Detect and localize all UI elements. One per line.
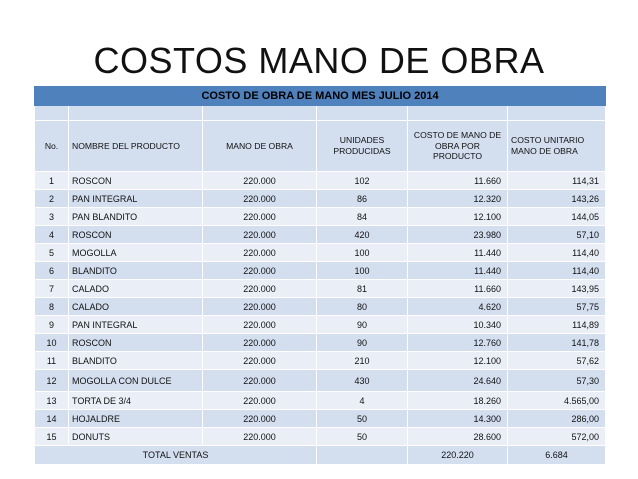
empty-row [35,106,606,121]
cell-costo-unitario: 144,05 [508,208,606,226]
cell-producto: ROSCON [69,172,203,190]
cell-unidades: 50 [317,410,408,428]
cell-costo-unitario: 57,10 [508,226,606,244]
total-label: TOTAL VENTAS [35,446,317,465]
cell-mano-de-obra: 220.000 [203,428,317,446]
cell-unidades: 100 [317,244,408,262]
cell-no: 5 [35,244,69,262]
cell-producto: MOGOLLA [69,244,203,262]
table-row [35,244,606,262]
labor-cost-table [34,86,606,465]
cell-no: 1 [35,172,69,190]
cell-producto: PAN INTEGRAL [69,316,203,334]
total-costo: 220.220 [408,446,508,465]
cell-mano-de-obra: 220.000 [203,316,317,334]
cell-costo-unitario: 57,30 [508,370,606,392]
cell-producto: BLANDITO [69,352,203,370]
empty-cell [203,106,317,121]
table-row [35,280,606,298]
cell-costo-mano-obra: 24.640 [408,370,508,392]
table-row [35,334,606,352]
cell-costo-unitario: 141,78 [508,334,606,352]
table-row [35,410,606,428]
cell-mano-de-obra: 220.000 [203,280,317,298]
cell-producto: ROSCON [69,226,203,244]
empty-cell [508,106,606,121]
cell-no: 10 [35,334,69,352]
table-row [35,428,606,446]
cell-costo-mano-obra: 23.980 [408,226,508,244]
cell-mano-de-obra: 220.000 [203,226,317,244]
cell-unidades: 81 [317,280,408,298]
table-row [35,226,606,244]
header-mano-de-obra: MANO DE OBRA [203,121,317,172]
cell-costo-unitario: 143,95 [508,280,606,298]
cell-no: 14 [35,410,69,428]
table-row [35,392,606,410]
cell-costo-mano-obra: 4.620 [408,298,508,316]
table-row [35,352,606,370]
cell-costo-mano-obra: 11.440 [408,262,508,280]
cell-costo-mano-obra: 14.300 [408,410,508,428]
cell-costo-mano-obra: 12.100 [408,352,508,370]
cell-mano-de-obra: 220.000 [203,334,317,352]
cell-mano-de-obra: 220.000 [203,410,317,428]
table-banner-row [35,87,606,106]
cell-producto: MOGOLLA CON DULCE [69,370,203,392]
cell-no: 15 [35,428,69,446]
cell-no: 8 [35,298,69,316]
cell-producto: PAN INTEGRAL [69,190,203,208]
cell-no: 6 [35,262,69,280]
cell-no: 7 [35,280,69,298]
cell-unidades: 86 [317,190,408,208]
cell-unidades: 50 [317,428,408,446]
cell-producto: TORTA DE 3/4 [69,392,203,410]
total-empty-cell [317,446,408,465]
cell-costo-mano-obra: 11.440 [408,244,508,262]
cell-no: 9 [35,316,69,334]
cell-no: 11 [35,352,69,370]
cell-producto: BLANDITO [69,262,203,280]
cell-costo-unitario: 114,40 [508,244,606,262]
table-row [35,316,606,334]
cell-costo-mano-obra: 28.600 [408,428,508,446]
cell-unidades: 102 [317,172,408,190]
cell-producto: CALADO [69,298,203,316]
cell-mano-de-obra: 220.000 [203,172,317,190]
cell-costo-unitario: 114,31 [508,172,606,190]
empty-cell [69,106,203,121]
table-row [35,370,606,392]
cell-costo-unitario: 57,62 [508,352,606,370]
cell-costo-unitario: 286,00 [508,410,606,428]
header-unidades: UNIDADES PRODUCIDAS [317,121,408,172]
empty-cell [317,106,408,121]
cell-no: 2 [35,190,69,208]
cell-unidades: 430 [317,370,408,392]
table-row [35,208,606,226]
header-costo-mano-obra: COSTO DE MANO DE OBRA POR PRODUCTO [408,121,508,172]
header-no: No. [35,121,69,172]
cell-no: 3 [35,208,69,226]
cell-producto: ROSCON [69,334,203,352]
cell-producto: PAN BLANDITO [69,208,203,226]
cell-costo-mano-obra: 11.660 [408,280,508,298]
total-unitario: 6.684 [508,446,606,465]
cell-no: 12 [35,370,69,392]
cell-costo-mano-obra: 12.320 [408,190,508,208]
cell-producto: CALADO [69,280,203,298]
table-banner: COSTO DE OBRA DE MANO MES JULIO 2014 [35,87,606,106]
cell-mano-de-obra: 220.000 [203,392,317,410]
total-row [35,446,606,465]
table-row [35,190,606,208]
cell-unidades: 90 [317,316,408,334]
cell-mano-de-obra: 220.000 [203,190,317,208]
cell-costo-unitario: 143,26 [508,190,606,208]
cell-unidades: 80 [317,298,408,316]
table-row [35,172,606,190]
cell-mano-de-obra: 220.000 [203,370,317,392]
cell-producto: DONUTS [69,428,203,446]
cell-no: 13 [35,392,69,410]
cell-costo-unitario: 57,75 [508,298,606,316]
cell-no: 4 [35,226,69,244]
header-costo-unitario: COSTO UNITARIO MANO DE OBRA [508,121,606,172]
empty-cell [35,106,69,121]
cell-unidades: 100 [317,262,408,280]
table-body [35,172,606,446]
cell-costo-mano-obra: 10.340 [408,316,508,334]
cell-producto: HOJALDRE [69,410,203,428]
cell-unidades: 210 [317,352,408,370]
table-row [35,262,606,280]
cell-mano-de-obra: 220.000 [203,208,317,226]
cell-mano-de-obra: 220.000 [203,298,317,316]
cell-mano-de-obra: 220.000 [203,352,317,370]
cell-costo-unitario: 114,89 [508,316,606,334]
cell-costo-mano-obra: 12.100 [408,208,508,226]
empty-cell [408,106,508,121]
cell-mano-de-obra: 220.000 [203,262,317,280]
table-row [35,298,606,316]
cell-costo-unitario: 572,00 [508,428,606,446]
header-producto: NOMBRE DEL PRODUCTO [69,121,203,172]
page-title: COSTOS MANO DE OBRA [93,40,545,81]
cell-unidades: 90 [317,334,408,352]
cell-costo-unitario: 114,40 [508,262,606,280]
header-row [35,121,606,172]
cell-costo-unitario: 4.565,00 [508,392,606,410]
cell-costo-mano-obra: 18.260 [408,392,508,410]
cell-costo-mano-obra: 11.660 [408,172,508,190]
cell-costo-mano-obra: 12.760 [408,334,508,352]
cell-unidades: 420 [317,226,408,244]
cell-mano-de-obra: 220.000 [203,244,317,262]
cell-unidades: 84 [317,208,408,226]
cell-unidades: 4 [317,392,408,410]
